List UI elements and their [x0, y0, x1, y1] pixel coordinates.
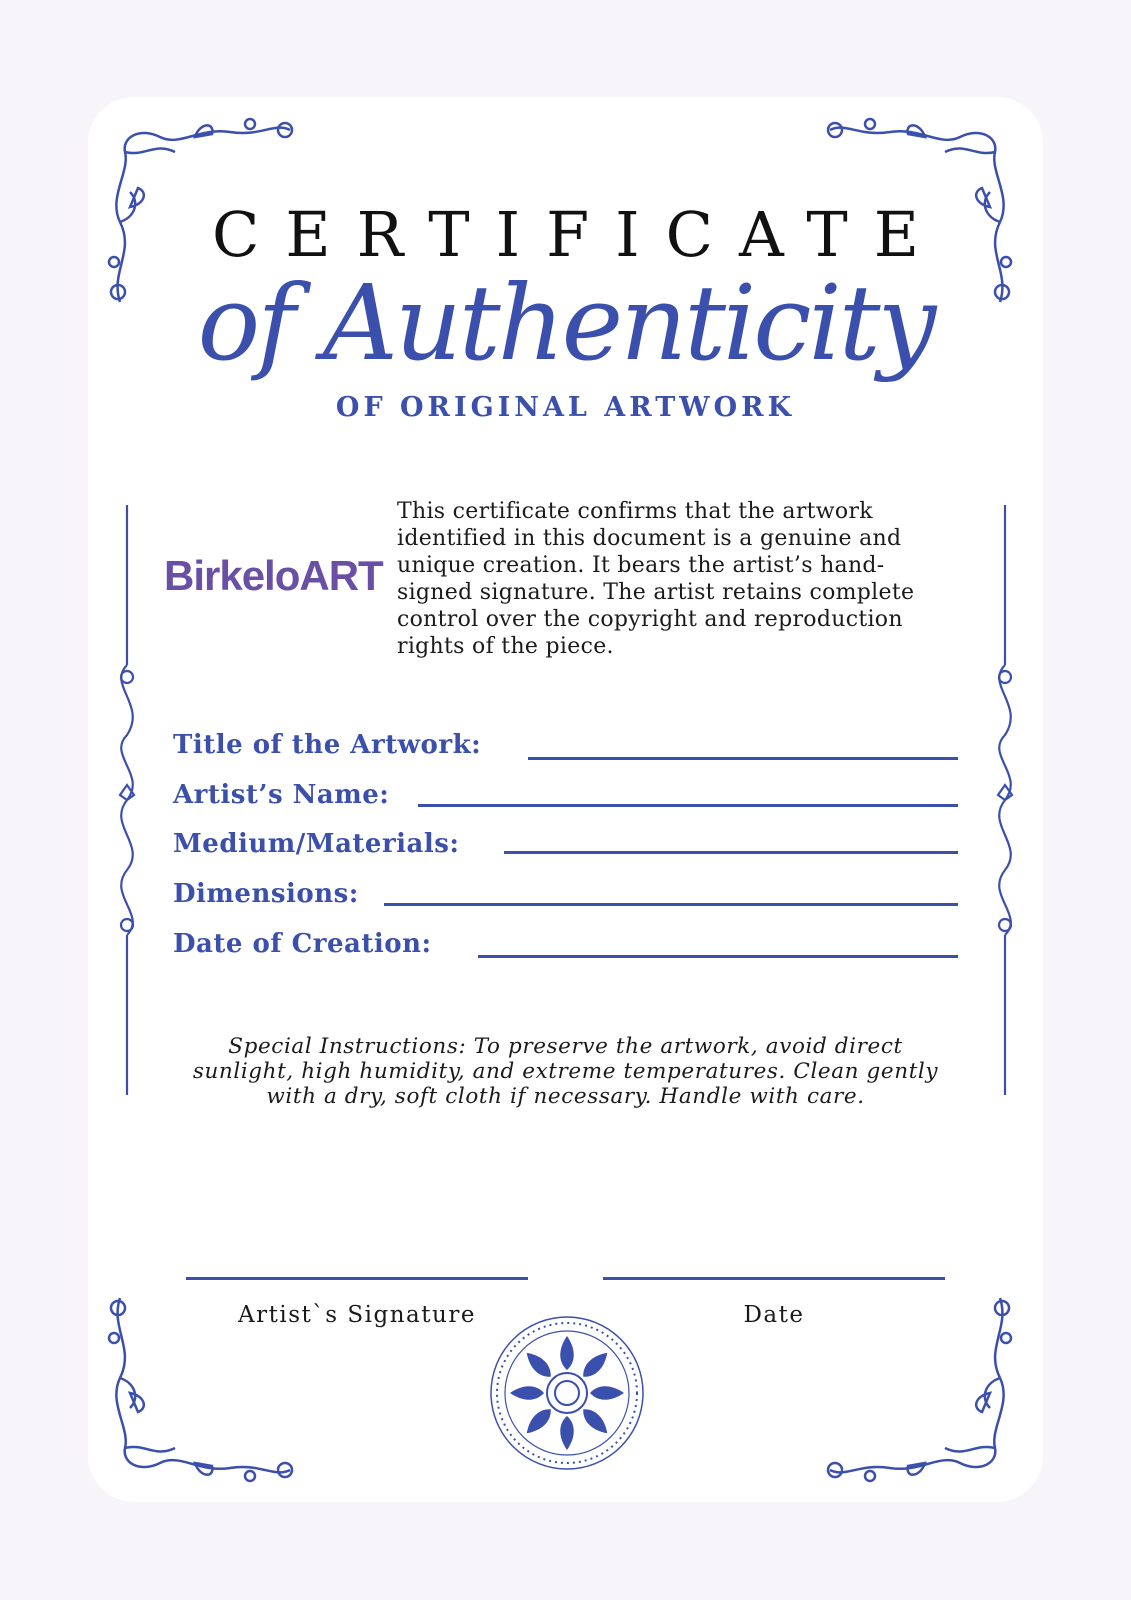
date-label: Date — [743, 1302, 805, 1328]
field-date-of-creation[interactable] — [173, 929, 958, 969]
field-medium[interactable] — [173, 829, 958, 869]
mandala-seal-icon — [488, 1314, 646, 1472]
fill-line[interactable] — [528, 757, 958, 760]
field-label: Dimensions: — [173, 879, 359, 909]
script-title: of Authenticity — [197, 262, 934, 384]
artist-signature-line[interactable] — [186, 1277, 528, 1280]
field-label: Artist’s Name: — [173, 780, 390, 810]
certificate-subtitle: OF ORIGINAL ARTWORK — [335, 392, 796, 423]
fill-line[interactable] — [384, 903, 958, 906]
left-border-ornament — [102, 505, 152, 1095]
fill-line[interactable] — [418, 804, 958, 807]
artist-signature-label: Artist`s Signature — [238, 1302, 476, 1328]
right-border-ornament — [980, 505, 1030, 1095]
field-dimensions[interactable] — [173, 879, 958, 919]
field-artist-name[interactable] — [173, 780, 958, 820]
field-label: Medium/Materials: — [173, 829, 460, 859]
fill-line[interactable] — [478, 955, 958, 958]
special-instructions: Special Instructions: To preserve the artwork, avoid direct sunlight, high humidity, and extreme temperatures. Clean gently with a dry, soft cloth if necessary. Handle with care. — [192, 1034, 939, 1109]
fill-line[interactable] — [504, 851, 958, 854]
field-label: Title of the Artwork: — [173, 730, 482, 760]
field-label: Date of Creation: — [173, 929, 432, 959]
brand-logo: BirkeloART — [164, 552, 383, 599]
date-line[interactable] — [603, 1277, 945, 1280]
field-artwork-title[interactable] — [173, 730, 958, 770]
certificate-title: CERTIFICATE — [211, 198, 946, 271]
intro-paragraph: This certificate confirms that the artwork identified in this document is a genuine and unique creation. It bears the artist’s hand-signed signature. The artist retains complete control over the copyright and reproduction rights of the piece. — [397, 499, 915, 659]
